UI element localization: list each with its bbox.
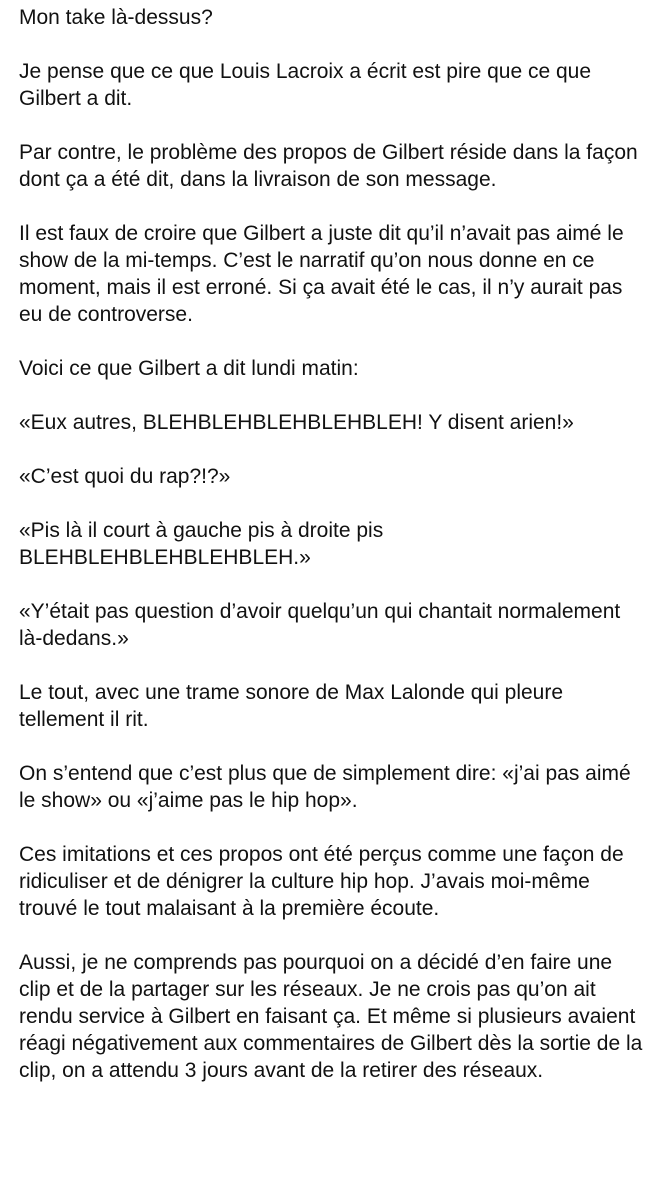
paragraph-quote-1: «Eux autres, BLEHBLEHBLEHBLEHBLEH! Y disent arien!»	[19, 411, 574, 434]
paragraph-more-than: On s’entend que c’est plus que de simplement dire: «j’ai pas aimé le show» ou «j’aime pas le hip hop».	[19, 762, 631, 812]
paragraph-opinion: Je pense que ce que Louis Lacroix a écrit est pire que ce que Gilbert a dit.	[19, 60, 592, 110]
paragraph-soundtrack: Le tout, avec une trame sonore de Max Lalonde qui pleure tellement il rit.	[19, 681, 564, 731]
document-body	[19, 4, 643, 1084]
paragraph-problem: Par contre, le problème des propos de Gilbert réside dans la façon dont ça a été dit, dans la livraison de son message.	[19, 141, 638, 191]
paragraph-narrative: Il est faux de croire que Gilbert a juste dit qu’il n’avait pas aimé le show de la mi-temps. C’est le narratif qu’on nous donne en ce moment, mais il est erroné. Si ça avait été le cas, il n’y aurait pas eu de controverse.	[19, 222, 624, 326]
paragraph-quote-2: «C’est quoi du rap?!?»	[19, 465, 231, 488]
paragraph-quote-3: «Pis là il court à gauche pis à droite pis BLEHBLEHBLEHBLEHBLEH.»	[19, 519, 384, 569]
paragraph-clip: Aussi, je ne comprends pas pourquoi on a décidé d’en faire une clip et de la partager sur les réseaux. Je ne crois pas qu’on ait rendu service à Gilbert en faisant ça. Et même si plusieurs avaient réagi négativement aux commentaires de Gilbert dès la sortie de la clip, on a attendu 3 jours avant de la retirer des réseaux.	[19, 951, 643, 1082]
paragraph-imitations: Ces imitations et ces propos ont été perçus comme une façon de ridiculiser et de dénigrer la culture hip hop. J’avais moi-même trouvé le tout malaisant à la première écoute.	[19, 843, 624, 920]
paragraph-quote-4: «Y’était pas question d’avoir quelqu’un qui chantait normalement là-dedans.»	[19, 600, 621, 650]
paragraph-intro-question: Mon take là-dessus?	[19, 6, 213, 29]
paragraph-quote-intro: Voici ce que Gilbert a dit lundi matin:	[19, 357, 359, 380]
